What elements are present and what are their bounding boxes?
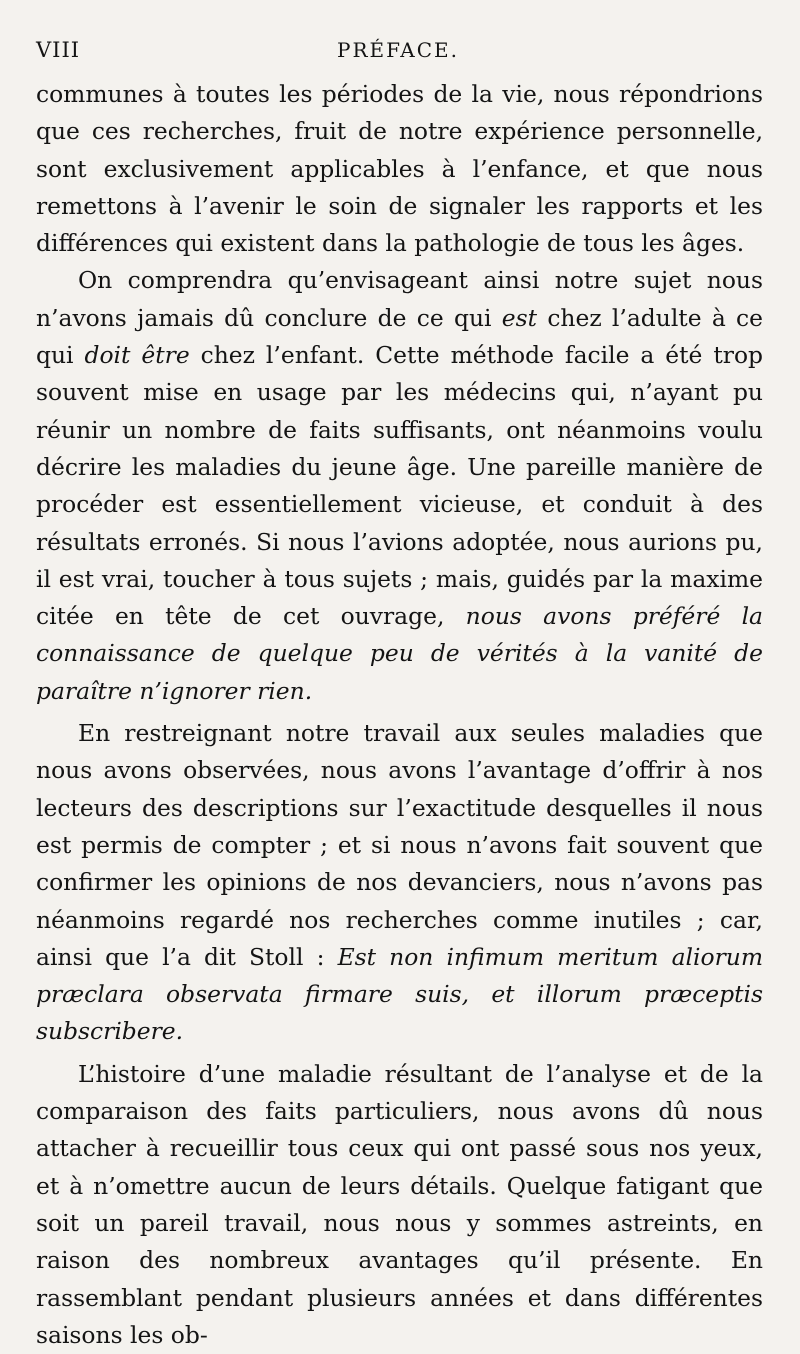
paragraph-2-italic-est: est (501, 303, 538, 332)
paragraph-2-text-a: On comprendra qu’envisageant ainsi notre sujet nous n’avons jamais dû conclure de ce qui (36, 266, 763, 332)
paragraph-2 (36, 262, 763, 710)
paragraph-2-text-b: chez l’adulte à ce qui (36, 303, 763, 370)
paragraph-2-italic-maxim: nous avons préféré la connaissance de quelque peu de vérités à la vanité de paraître n’ignorer rien. (36, 602, 763, 705)
paragraph-4-text: L’histoire d’une maladie résultant de l’analyse et de la comparaison des faits particuliers, nous avons dû nous attacher à recueillir tous ceux qui ont passé sous nos yeux, et à n’omettre aucun de leurs détails. Quelque fatigant que soit un pareil travail, nous nous y sommes astreints, en raison des nombreux avantages qu’il présente. En rassemblant pendant plusieurs années et dans différentes saisons les ob- (36, 1059, 763, 1349)
body-text (36, 76, 763, 1354)
paragraph-1-text: communes à toutes les périodes de la vie, nous répondrions que ces recherches, fruit de notre expérience personnelle, sont exclusivement applicables à l’enfance, et que nous remettons à l’avenir le soin de signaler les rapports et les différences qui existent dans la pathologie de tous les âges. (36, 80, 763, 258)
running-head (36, 38, 760, 68)
paragraph-2-italic-doit-etre: doit être (84, 341, 190, 370)
page-number: VIII (36, 38, 81, 62)
paragraph-2-text-c: chez l’enfant. Cette méthode facile a été trop souvent mise en usage par les médecins qui, n’ayant pu réunir un nombre de faits suffisants, ont néanmoins voulu décrire les maladies du jeune âge. Une pareille manière de procéder est essentiellement vicieuse, et conduit à des résultats erronés. Si nous l’avions adoptée, nous aurions pu, il est vrai, toucher à tous sujets ; mais, guidés par la maxime citée en tête de cet ouvrage, (36, 341, 763, 631)
paragraph-3 (36, 715, 763, 1051)
running-title: PRÉFACE. (337, 38, 459, 62)
paragraph-1 (36, 76, 763, 262)
paragraph-3-italic-quote: Est non infimum meritum aliorum præclara observata firmare suis, et illorum præceptis subscribere. (36, 942, 763, 1046)
paragraph-3-text: En restreignant notre travail aux seules maladies que nous avons observées, nous avons l’avantage d’offrir à nos lecteurs des descriptions sur l’exactitude desquelles il nous est permis de compter ; et si nous n’avons fait souvent que confirmer les opinions de nos devanciers, nous n’avons pas néanmoins regardé nos recherches comme inutiles ; car, ainsi que l’a dit Stoll : (36, 719, 763, 971)
paragraph-4 (36, 1056, 763, 1354)
